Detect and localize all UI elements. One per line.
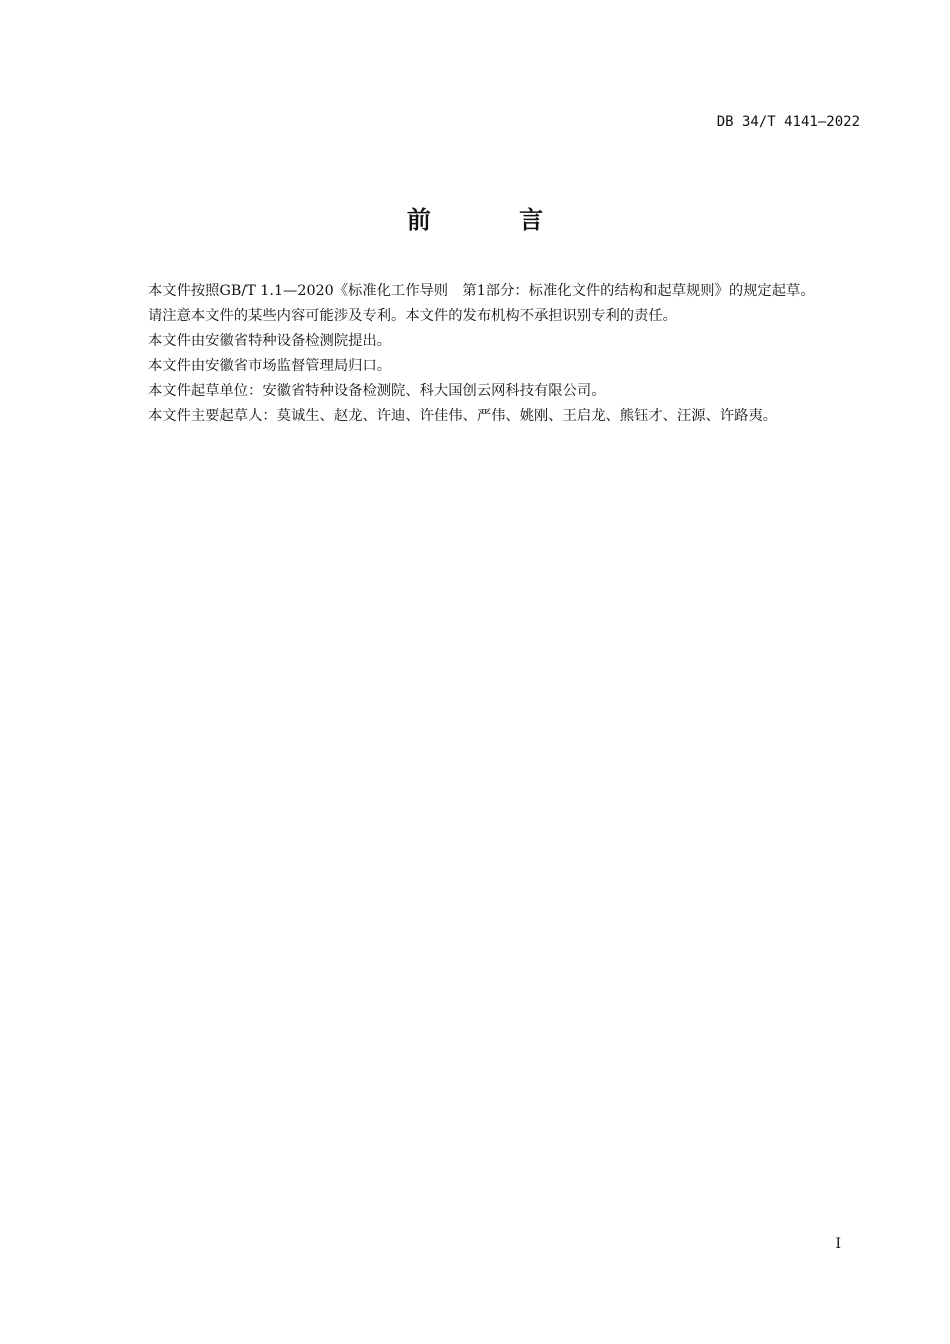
paragraph-proposer: 本文件由安徽省特种设备检测院提出。: [148, 333, 392, 349]
page-number: I: [835, 1236, 841, 1252]
paragraph-patent-notice: 请注意本文件的某些内容可能涉及专利。本文件的发布机构不承担识别专利的责任。: [148, 308, 677, 324]
paragraph-administrator: 本文件由安徽省市场监督管理局归口。: [148, 358, 392, 374]
page-title: 前 言: [406, 206, 584, 234]
foreword-body: [114, 279, 860, 429]
paragraph-drafting-units: 本文件起草单位：安徽省特种设备检测院、科大国创云网科技有限公司。: [148, 383, 606, 399]
document-code: DB 34/T 4141—2022: [716, 114, 860, 130]
paragraph-drafters: 本文件主要起草人：莫诚生、赵龙、许迪、许佳伟、严伟、姚刚、王启龙、熊钰才、汪源、许路夷。: [148, 408, 778, 424]
paragraph-drafting-rules: 本文件按照GB/T 1.1—2020《标准化工作导则 第1部分：标准化文件的结构和起草规则》的规定起草。: [148, 283, 815, 299]
